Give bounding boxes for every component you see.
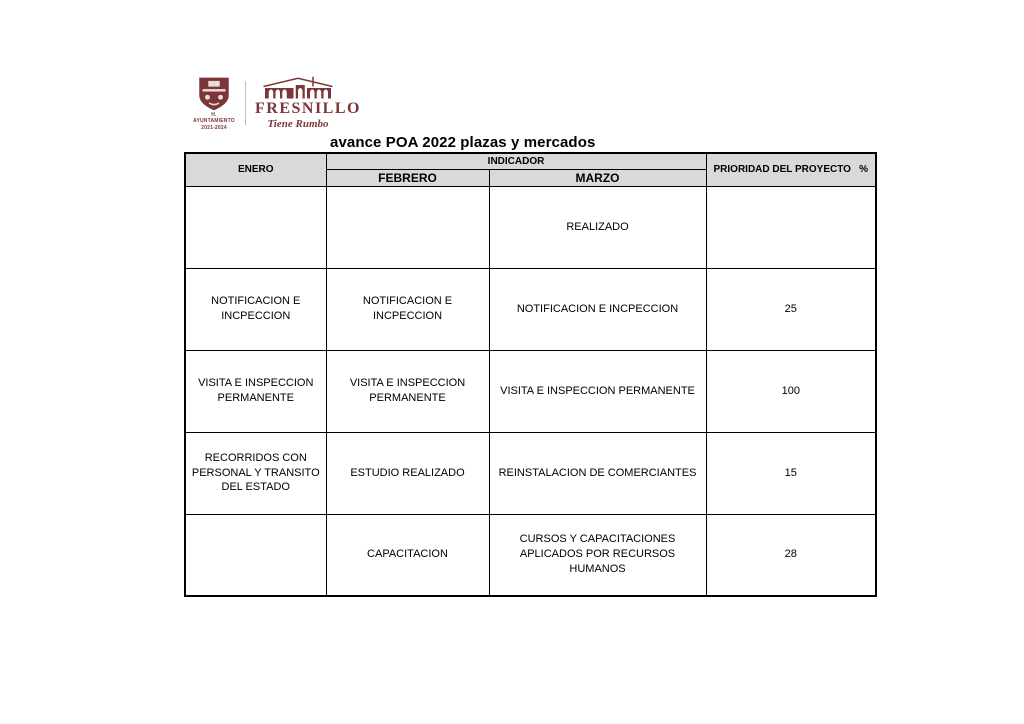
header-febrero: FEBRERO: [326, 169, 489, 186]
shield-icon: [192, 76, 236, 112]
table-cell: 25: [706, 268, 876, 350]
table-cell: RECORRIDOS CON PERSONAL Y TRANSITO DEL ESTADO: [185, 432, 326, 514]
brand-name: FRESNILLO: [255, 100, 361, 118]
table-cell: [185, 186, 326, 268]
page-title: avance POA 2022 plazas y mercados: [330, 134, 596, 151]
table-cell: VISITA E INSPECCION PERMANENTE: [326, 350, 489, 432]
table-cell: NOTIFICACION E INCPECCION: [489, 268, 706, 350]
table-row: [185, 186, 876, 268]
header-prioridad-label: PRIORIDAD DEL PROYECTO: [713, 164, 851, 176]
header-marzo: MARZO: [489, 169, 706, 186]
table-cell: VISITA E INSPECCION PERMANENTE: [185, 350, 326, 432]
crest-block: [192, 76, 236, 131]
table-cell: CAPACITACION: [326, 514, 489, 596]
table-cell: CURSOS Y CAPACITACIONES APLICADOS POR RECURSOS HUMANOS: [489, 514, 706, 596]
poa-table: [184, 152, 877, 597]
table-cell: NOTIFICACION E INCPECCION: [326, 268, 489, 350]
table-row: [185, 268, 876, 350]
table-cell: REINSTALACION DE COMERCIANTES: [489, 432, 706, 514]
market-building-icon: [255, 76, 341, 100]
header-enero: ENERO: [185, 153, 326, 186]
table-row: [185, 350, 876, 432]
table-header: [185, 153, 876, 186]
table-cell: 15: [706, 432, 876, 514]
table-row: [185, 432, 876, 514]
crest-caption: H. AYUNTAMIENTO: [193, 112, 235, 125]
table-cell: VISITA E INSPECCION PERMANENTE: [489, 350, 706, 432]
table-cell: [326, 186, 489, 268]
header-prioridad: [706, 153, 876, 186]
header-indicador: INDICADOR: [326, 153, 706, 169]
table-cell: [185, 514, 326, 596]
logo-divider: [245, 81, 246, 125]
crest-years: 2021-2024: [201, 124, 227, 131]
wordmark-block: [255, 76, 361, 131]
table-cell: 28: [706, 514, 876, 596]
brand-slogan: Tiene Rumbo: [267, 118, 329, 131]
table-cell: 100: [706, 350, 876, 432]
table-cell: [706, 186, 876, 268]
table-cell: NOTIFICACION E INCPECCION: [185, 268, 326, 350]
table-body: [185, 186, 876, 596]
table-cell: ESTUDIO REALIZADO: [326, 432, 489, 514]
table-cell: REALIZADO: [489, 186, 706, 268]
fresnillo-logo: [192, 76, 361, 131]
table-row: [185, 514, 876, 596]
header-percent-label: %: [859, 164, 869, 176]
